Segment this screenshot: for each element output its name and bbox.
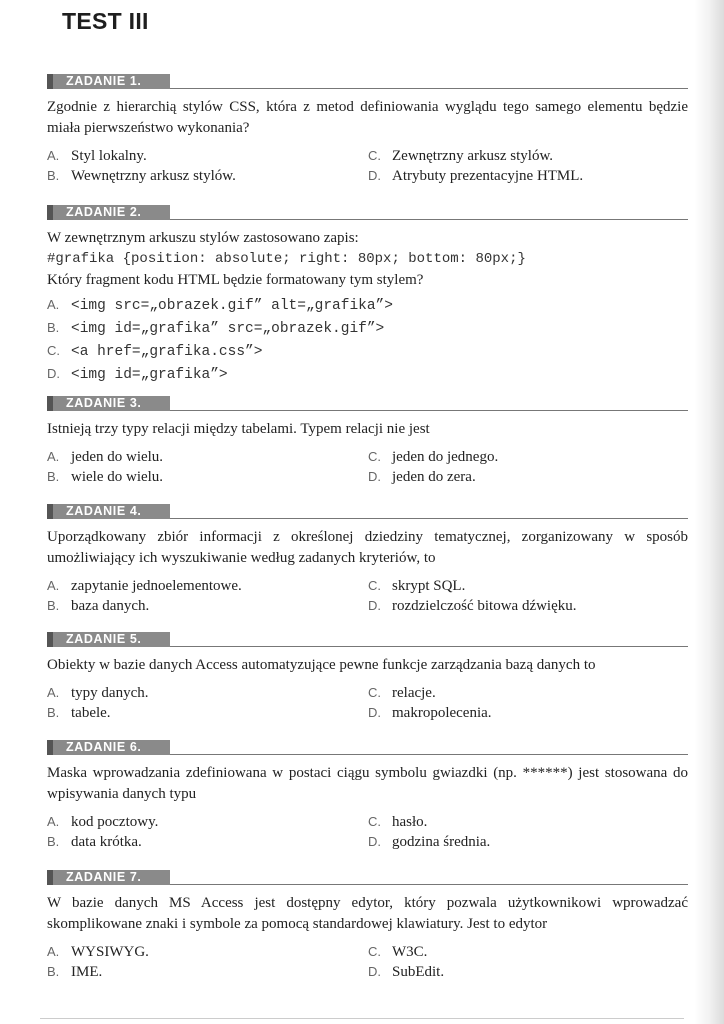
answer-text: <img id=„grafika” src=„obrazek.gif”> xyxy=(71,321,385,337)
task-label: ZADANIE 7. xyxy=(66,870,142,884)
task-label: ZADANIE 4. xyxy=(66,504,142,518)
task-question: Istnieją trzy typy relacji między tabelami. Typem relacji nie jest xyxy=(47,421,430,437)
answer-text: godzina średnia. xyxy=(392,834,491,850)
task-label-tag xyxy=(47,396,170,411)
answer-letter: B. xyxy=(47,598,60,613)
answer-option-a[interactable] xyxy=(47,942,368,962)
answer-letter: C. xyxy=(368,685,381,700)
answer-option-b[interactable] xyxy=(47,703,368,723)
answer-option-d[interactable] xyxy=(47,363,688,386)
answer-options xyxy=(47,447,688,487)
page-spine-shadow xyxy=(694,0,724,1024)
answer-text: WYSIWYG. xyxy=(71,944,149,960)
task-header xyxy=(47,504,688,519)
task-question xyxy=(47,228,688,291)
answer-letter: D. xyxy=(368,598,381,613)
answer-letter: D. xyxy=(368,705,381,720)
answer-letter: C. xyxy=(368,578,381,593)
answer-text: <img id=„grafika”> xyxy=(71,367,228,383)
answer-options xyxy=(47,812,688,852)
answer-letter: C. xyxy=(368,449,381,464)
answer-letter: A. xyxy=(47,148,60,163)
answer-option-d[interactable] xyxy=(368,467,688,487)
answer-text: jeden do wielu. xyxy=(71,449,164,465)
answer-option-a[interactable] xyxy=(47,683,368,703)
answer-option-c[interactable] xyxy=(368,683,688,703)
task-7 xyxy=(47,870,688,982)
answer-option-c[interactable] xyxy=(368,146,688,166)
answer-text: tabele. xyxy=(71,705,111,721)
task-label-marker xyxy=(47,632,53,647)
answer-text: skrypt SQL. xyxy=(392,578,466,594)
answer-letter: D. xyxy=(368,469,381,484)
answer-text: SubEdit. xyxy=(392,964,445,980)
answer-option-a[interactable] xyxy=(47,576,368,596)
answer-option-c[interactable] xyxy=(368,812,688,832)
answer-letter: D. xyxy=(368,964,381,979)
task-header xyxy=(47,396,688,411)
answer-letter: C. xyxy=(368,814,381,829)
answer-letter: A. xyxy=(47,814,60,829)
task-header xyxy=(47,205,688,220)
answer-option-c[interactable] xyxy=(368,942,688,962)
answer-letter: C. xyxy=(368,944,381,959)
task-question: Zgodnie z hierarchią stylów CSS, która z metod definiowania wyglądu tego samego elementu będzie miała pierwszeństwo wykonania? xyxy=(47,99,688,136)
answer-letter: C. xyxy=(368,148,381,163)
task-label-marker xyxy=(47,504,53,519)
task-3 xyxy=(47,396,688,487)
answer-text: makropolecenia. xyxy=(392,705,492,721)
answer-text: data krótka. xyxy=(71,834,142,850)
answer-option-a[interactable] xyxy=(47,447,368,467)
answer-option-a[interactable] xyxy=(47,812,368,832)
answer-text: baza danych. xyxy=(71,598,150,614)
task-header xyxy=(47,870,688,885)
answer-text: Wewnętrzny arkusz stylów. xyxy=(71,168,236,184)
answer-text: Zewnętrzny arkusz stylów. xyxy=(392,148,554,164)
task-label-tag xyxy=(47,870,170,885)
answer-option-d[interactable] xyxy=(368,166,688,186)
answer-letter: D. xyxy=(47,366,60,381)
answer-text: Atrybuty prezentacyjne HTML. xyxy=(392,168,584,184)
answer-options xyxy=(47,146,688,186)
task-question: Obiekty w bazie danych Access automatyzujące pewne funkcje zarządzania bazą danych to xyxy=(47,657,596,673)
answer-text: <a href=„grafika.css”> xyxy=(71,344,263,360)
answer-option-d[interactable] xyxy=(368,832,688,852)
answer-letter: C. xyxy=(47,343,60,358)
answer-letter: A. xyxy=(47,297,60,312)
answer-letter: B. xyxy=(47,168,60,183)
answer-letter: A. xyxy=(47,449,60,464)
task-label-marker xyxy=(47,74,53,89)
task-label: ZADANIE 1. xyxy=(66,74,142,88)
css-code-snippet: #grafika {position: absolute; right: 80px; bottom: 80px;} xyxy=(47,251,526,267)
task-label-marker xyxy=(47,740,53,755)
task-label-tag xyxy=(47,504,170,519)
answer-options xyxy=(47,942,688,982)
task-label: ZADANIE 3. xyxy=(66,396,142,410)
answer-letter: A. xyxy=(47,944,60,959)
answer-option-c[interactable] xyxy=(47,340,688,363)
answer-text: Styl lokalny. xyxy=(71,148,147,164)
answer-options xyxy=(47,294,688,386)
task-header xyxy=(47,74,688,89)
task-label-marker xyxy=(47,870,53,885)
answer-text: relacje. xyxy=(392,685,436,701)
answer-text: jeden do jednego. xyxy=(392,449,499,465)
answer-options xyxy=(47,683,688,723)
answer-text: W3C. xyxy=(392,944,428,960)
answer-letter: B. xyxy=(47,964,60,979)
task-header xyxy=(47,632,688,647)
answer-option-b[interactable] xyxy=(47,832,368,852)
answer-letter: D. xyxy=(368,168,381,183)
task-label-marker xyxy=(47,205,53,220)
answer-option-c[interactable] xyxy=(368,576,688,596)
answer-text: jeden do zera. xyxy=(392,469,476,485)
question-outro: Który fragment kodu HTML będzie formatowany tym stylem? xyxy=(47,272,424,288)
task-label-marker xyxy=(47,396,53,411)
task-question: Uporządkowany zbiór informacji z określonej dziedziny tematycznej, zorganizowany w sposób umożliwiający ich wyszukiwanie według zadanych kryteriów, to xyxy=(47,529,688,566)
answer-text: wiele do wielu. xyxy=(71,469,164,485)
answer-text: hasło. xyxy=(392,814,428,830)
task-label: ZADANIE 6. xyxy=(66,740,142,754)
task-label-tag xyxy=(47,632,170,647)
answer-option-c[interactable] xyxy=(368,447,688,467)
task-2 xyxy=(47,205,688,386)
question-intro: W zewnętrznym arkuszu stylów zastosowano zapis: xyxy=(47,230,359,246)
task-header xyxy=(47,740,688,755)
answer-letter: D. xyxy=(368,834,381,849)
answer-options xyxy=(47,576,688,616)
answer-text: kod pocztowy. xyxy=(71,814,159,830)
answer-option-b[interactable] xyxy=(47,962,368,982)
answer-option-b[interactable] xyxy=(47,596,368,616)
task-6 xyxy=(47,740,688,852)
answer-text: IME. xyxy=(71,964,103,980)
answer-option-b[interactable] xyxy=(47,166,368,186)
answer-option-d[interactable] xyxy=(368,703,688,723)
answer-letter: A. xyxy=(47,685,60,700)
task-5 xyxy=(47,632,688,723)
answer-option-a[interactable] xyxy=(47,294,688,317)
answer-letter: B. xyxy=(47,705,60,720)
answer-option-d[interactable] xyxy=(368,962,688,982)
answer-letter: B. xyxy=(47,469,60,484)
answer-letter: B. xyxy=(47,834,60,849)
answer-letter: B. xyxy=(47,320,60,335)
task-label-tag xyxy=(47,205,170,220)
task-label-tag xyxy=(47,74,170,89)
answer-text: rozdzielczość bitowa dźwięku. xyxy=(392,598,577,614)
task-1 xyxy=(47,74,688,186)
answer-text: <img src=„obrazek.gif” alt=„grafika”> xyxy=(71,298,393,314)
answer-option-b[interactable] xyxy=(47,467,368,487)
page-title: TEST III xyxy=(62,8,149,34)
answer-text: zapytanie jednoelementowe. xyxy=(71,578,242,594)
answer-text: typy danych. xyxy=(71,685,149,701)
task-label: ZADANIE 5. xyxy=(66,632,142,646)
page-bottom-rule xyxy=(40,1018,684,1019)
task-label: ZADANIE 2. xyxy=(66,205,142,219)
task-question: W bazie danych MS Access jest dostępny edytor, który pozwala użytkownikowi wprowadzać skomplikowane znaki i symbole za pomocą standardowej klawiatury. Jest to edytor xyxy=(47,895,688,932)
task-question: Maska wprowadzania zdefiniowana w postaci ciągu symbolu gwiazdki (np. ******) jest stosowana do wpisywania danych typu xyxy=(47,765,688,802)
answer-letter: A. xyxy=(47,578,60,593)
task-label-tag xyxy=(47,740,170,755)
answer-option-a[interactable] xyxy=(47,146,368,166)
task-4 xyxy=(47,504,688,616)
answer-option-b[interactable] xyxy=(47,317,688,340)
answer-option-d[interactable] xyxy=(368,596,688,616)
